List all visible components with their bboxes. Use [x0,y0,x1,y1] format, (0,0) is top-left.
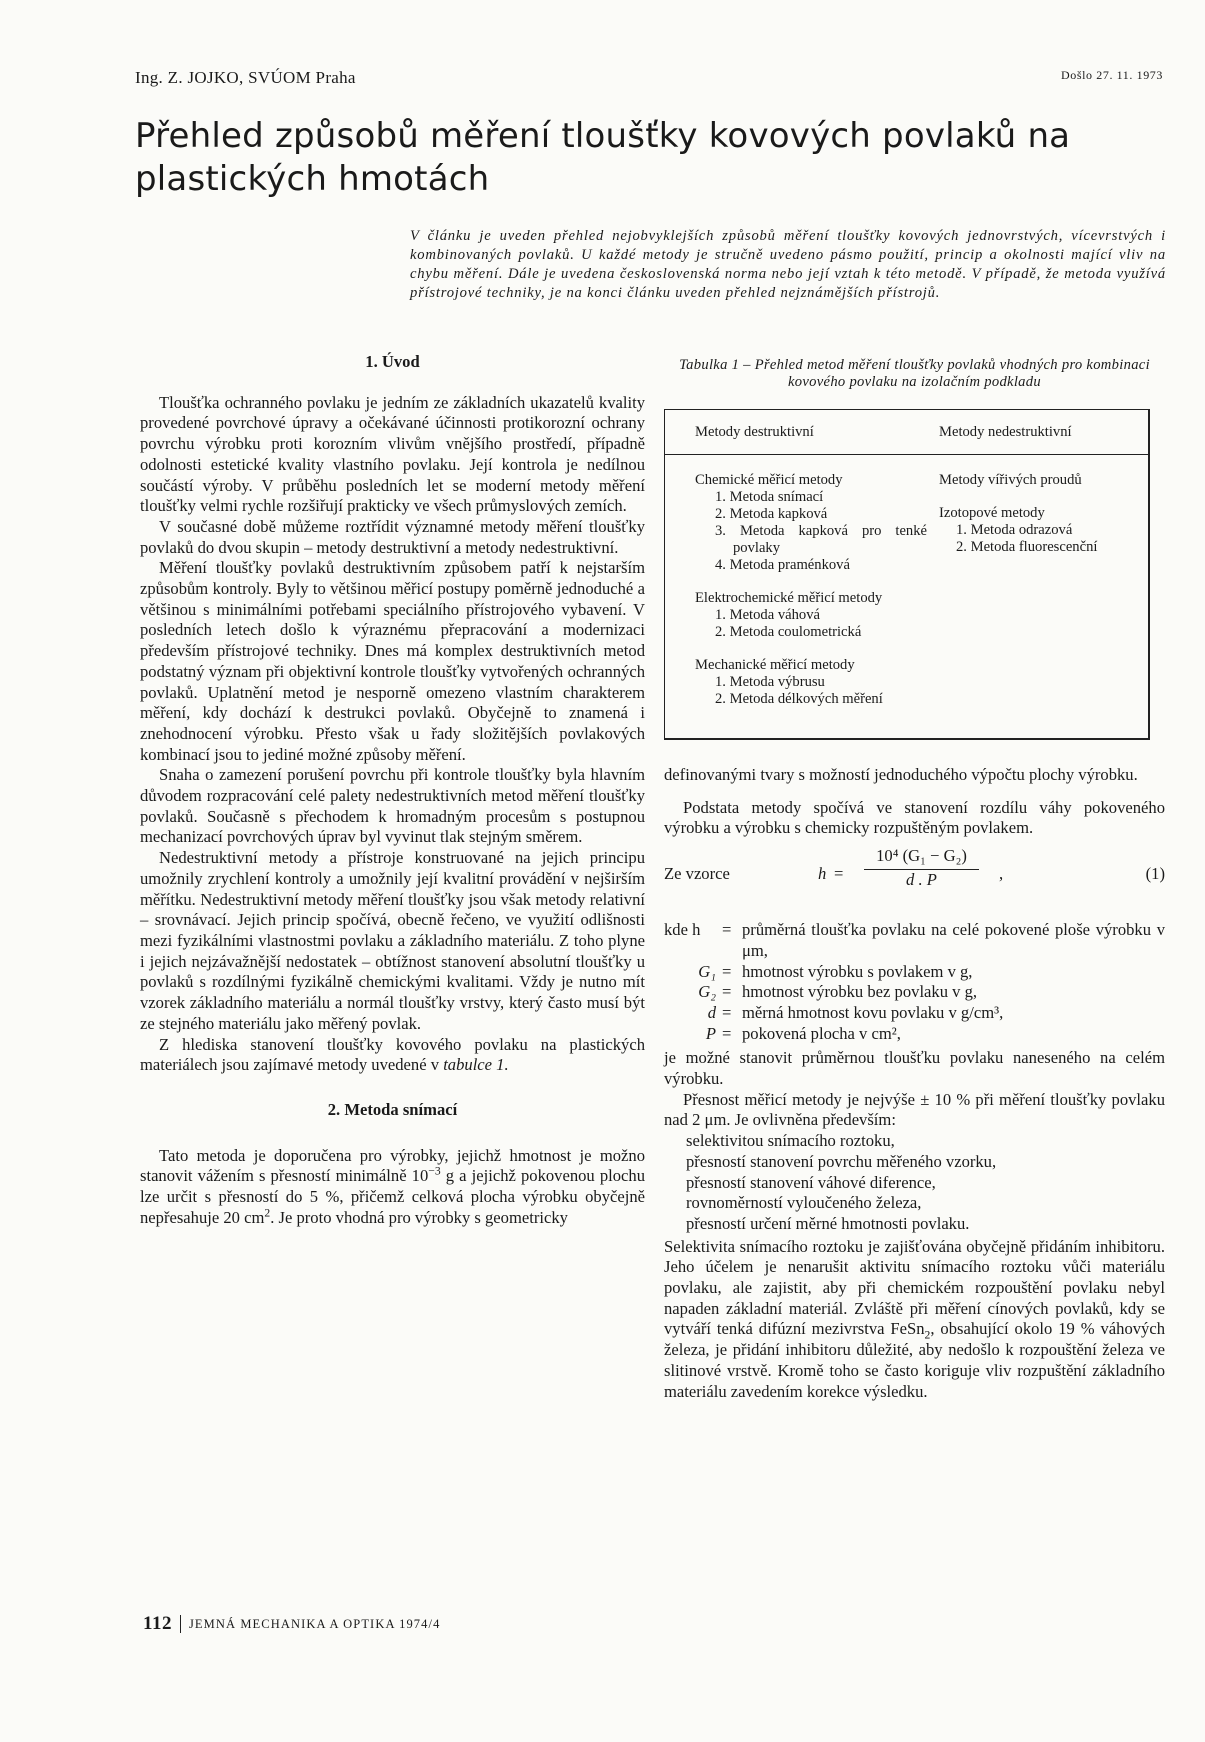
table-reference: tabulce 1. [443,1055,509,1075]
legend-symbol: d [707,1002,716,1022]
method-group [695,472,927,574]
paragraph [140,1146,645,1229]
legend-equals: = [722,1023,732,1043]
method-group-title: Metody vířivých proudů [939,472,1082,488]
method-item: 1. Metoda odrazová [956,522,1073,538]
method-group-items [695,607,927,641]
formula-lhs: h [818,864,827,884]
paragraph: Přesnost měřicí metody je nejvýše ± 10 % při měření tloušťky povlaku nad 2 μm. Je ovlivněna především: [664,1089,1165,1130]
right-column [664,352,1165,1402]
section-heading-intro: 1. Úvod [365,352,420,371]
paragraph: Nedestruktivní metody a přístroje konstruované na jejich principu umožnily zrychlení kontroly a umožnily její kvalitní provádění v nejširším měřítku. Nedestruktivní metody měření tloušťky jsou však metody relativní – srovnávací. Jejich princip spočívá, obecně řečeno, ve využití odlišnosti mezi fyzikálními vlastnostmi povlaku a základního materiálu. Z toho plyne i jejich nejzávažnější nedostatek – obtížnost stanovení absolutní tloušťky u povlaků s rozdílnými fyzikálně chemickými kvalitami. Vždy je nutno mít vzorek základního materiálu a normál tloušťky vrstvy, který často musí být ze stejného materiálu jako měřený povlak. [140,848,645,1033]
legend-text: hmotnost výrobku bez povlaku v g, [742,982,978,1002]
paragraph: V současné době můžeme roztřídit významné metody měření tloušťky povlaků do dvou skupin – metody destruktivní a metody nedestruktivní. [140,516,645,557]
table-caption: Tabulka 1 – Přehled metod měření tloušťky povlaků vhodných pro kombinaci kovového povlaku na izolačním podkladu [679,357,1150,390]
paragraph [664,1237,1165,1403]
paragraph: je možné stanovit průměrnou tloušťku povlaku naneseného na celém výrobku. [664,1048,1165,1089]
legend-text: hmotnost výrobku s povlakem v g, [742,961,973,981]
nondestructive-methods [927,472,1097,724]
section-heading-method: 2. Metoda snímací [327,1099,458,1119]
legend-row [664,982,1165,1003]
legend-text: průměrná tloušťka povlaku na celé pokovené ploše výrobku v μm, [742,920,1165,960]
legend-equals: = [722,982,732,1002]
page-footer [143,1613,440,1635]
formula-denominator: d . P [906,869,937,889]
formula-comma: , [999,864,1004,884]
list-item: přesností určení měrné hmotnosti povlaku. [686,1213,970,1233]
equation-number: (1) [1145,864,1165,884]
list-item: přesností stanovení povrchu měřeného vzorku, [686,1151,997,1171]
header-nondestructive: Metody nedestruktivní [939,423,1072,440]
influence-list [664,1131,1165,1235]
paragraph: Podstata metody spočívá ve stanovení rozdílu váhy pokoveného výrobku a výrobku s chemicky rozpuštěným povlakem. [664,797,1165,838]
abstract: V článku je uveden přehled nejobvyklejších způsobů měření tloušťky kovových jednovrstvých, vícevrstvých i kombinovaných povlaků. U každé metody je stručně uvedeno pásmo použití, princip a okolnosti mající vliv na chybu měření. Dále je uvedena československá norma nebo její vztah k této metodě. V případě, že metoda využívá přístrojové techniky, je na konci článku uveden přehled nejznámějších přístrojů. [410,228,1166,301]
page-number: 112 [143,1613,172,1634]
exponent: −3 [428,1164,441,1178]
formula-label: Ze vzorce [664,864,730,884]
table-body [665,455,1148,724]
legend-equals: = [722,961,732,981]
paragraph-text: Z hlediska stanovení tloušťky kovového povlaku na plastických materiálech jsou zajímavé metody uvedené v [140,1034,645,1075]
method-group-title: Izotopové metody [939,505,1045,521]
paragraph: Snaha o zamezení porušení povrchu při kontrole tloušťky byla hlavním důvodem rozpracování celé palety nedestruktivních metod měření tloušťky povlaků. Současně s přechodem k hromadným procesům s postupnou mechanizací povrchových úprav byl vyvinut tlak stejným směrem. [140,765,645,847]
legend-symbol: G₂ [698,982,716,1002]
method-item: 4. Metoda praménková [715,557,850,573]
legend-row [664,920,1165,961]
formula-equals: = [834,864,844,884]
method-group [695,590,927,641]
method-group-items [695,489,927,574]
formula-legend [664,920,1165,1044]
paragraph-text: Tato metoda je doporučena pro výrobky, jejichž hmotnost je možno stanovit vážením s přesností minimálně 10 [140,1145,645,1186]
legend-row [664,1024,1165,1045]
subscript: 2 [924,1328,931,1342]
exponent: 2 [264,1206,271,1220]
paragraph-text: Selektivita snímacího roztoku je zajišťována obyčejně přidáním inhibitoru. Jeho účelem je nenarušit aktivitu snímacího roztoku vůči materiálu povlaku, ale zajistit, aby při chemickém rozpouštění povlaku nebyl napaden základní materiál. Zvláště při měření cínových povlaků, kdy se vytváří tenká difúzní mezivrstva FeSn [664,1236,1165,1339]
method-item: 1. Metoda výbrusu [715,674,825,690]
method-group-title: Chemické měřicí metody [695,472,843,488]
journal-name: JEMNÁ MECHANIKA A OPTIKA 1974/4 [188,1616,441,1631]
received-date: Došlo 27. 11. 1973 [1060,68,1163,82]
paragraph: Měření tloušťky povlaků destruktivním způsobem patří k nejstarším způsobům kontroly. Byly to většinou měřicí postupy poměrně jednoduché a většinou s minimálními potřebami speciálního přístrojového vybavení. V posledních letech došlo k výraznému přepracování a modernizaci především přístrojové techniky. Dnes má komplex destruktivních metod podstatný význam při objektivní kontrole tloušťky vytvořených ochranných povlaků. Uplatnění metod je nesporně omezeno vlastním charakterem měření, kdy dochází k destrukci povlaků. Obyčejně to znamená i znehodnocení výrobku. Přesto však u řady složitějších povlakových kombinací jsou to jediné možné způsoby měření. [140,558,645,764]
method-group [695,657,927,708]
method-group-items [939,522,1097,556]
list-item: přesností stanovení váhové diference, [686,1172,936,1192]
left-column [140,352,645,1228]
formula-numerator: 10⁴ (G₁ − G₂) [864,846,979,870]
paragraph-text: g a jejichž pokovenou plochu lze určit s přesností do 5 %, přičemž celková plocha výrobku obyčejně nepřesahuje 20 cm [140,1166,646,1227]
method-group-items [695,674,927,708]
method-item: 2. Metoda délkových měření [715,691,883,707]
list-item: selektivitou snímacího roztoku, [686,1131,895,1151]
paragraph-text: , obsahující okolo 19 % váhových železa, je přidání inhibitoru důležité, aby nedošlo k rozpouštění železa ve slitinové vrstvě. Kromě toho se často koriguje vliv rozpuštění základního materiálu zavedením korekce výsledku. [664,1319,1166,1401]
method-item: 1. Metoda váhová [715,607,820,623]
method-group [939,505,1097,556]
author-line: Ing. Z. JOJKO, SVÚOM Praha [135,68,356,87]
destructive-methods [665,472,927,724]
formula-fraction [864,846,979,890]
formula [664,846,1165,912]
method-text [664,765,1165,1402]
legend-symbol: P [705,1023,716,1043]
method-item: 1. Metoda snímací [715,489,824,505]
method-group [939,472,1097,489]
legend-row [664,962,1165,983]
paragraph [140,1035,645,1076]
legend-text: měrná hmotnost kovu povlaku v g/cm³, [742,1002,1004,1022]
paragraph: Tloušťka ochranného povlaku je jedním ze základních ukazatelů kvality provedené povrchové úpravy a očekávané účinnosti protikorozní ochrany povrchu výrobku proti korozním vlivům vnějšího prostředí, případně odolnosti estetické kvality vlastního povlaku. Její kontrola je nedílnou součástí výroby. V průběhu posledních let se moderní metody měření tloušťky velmi rychle rozšiřují prakticky ve všech průmyslových zemích. [140,392,645,516]
method-item: 2. Metoda coulometrická [715,624,862,640]
method-item: 2. Metoda fluorescenční [956,539,1098,555]
paragraph-text: . Je proto vhodná pro výrobky s geometricky [270,1207,568,1227]
list-item: rovnoměrností vyloučeného železa, [686,1193,922,1213]
header-destructive: Metody destruktivní [695,423,814,440]
legend-equals: = [722,920,732,940]
method-item: 2. Metoda kapková [715,506,828,522]
legend-symbol: G₁ [698,961,716,981]
legend-symbol: kde h [664,920,701,940]
legend-equals: = [722,1002,732,1022]
method-item: 3. Metoda kapková pro tenké povlaky [715,523,927,556]
paragraph: definovanými tvary s možností jednoduchého výpočtu plochy výrobku. [664,765,1138,784]
article-title: Přehled způsobů měření tloušťky kovových povlaků na plastických hmotách [135,116,1071,199]
legend-row [664,1003,1165,1024]
method-group-title: Elektrochemické měřicí metody [695,590,883,606]
methods-table [664,409,1150,740]
footer-divider [180,1615,181,1633]
legend-text: pokovená plocha v cm², [742,1023,901,1043]
method-group-title: Mechanické měřicí metody [695,657,855,673]
table-header [665,410,1148,455]
